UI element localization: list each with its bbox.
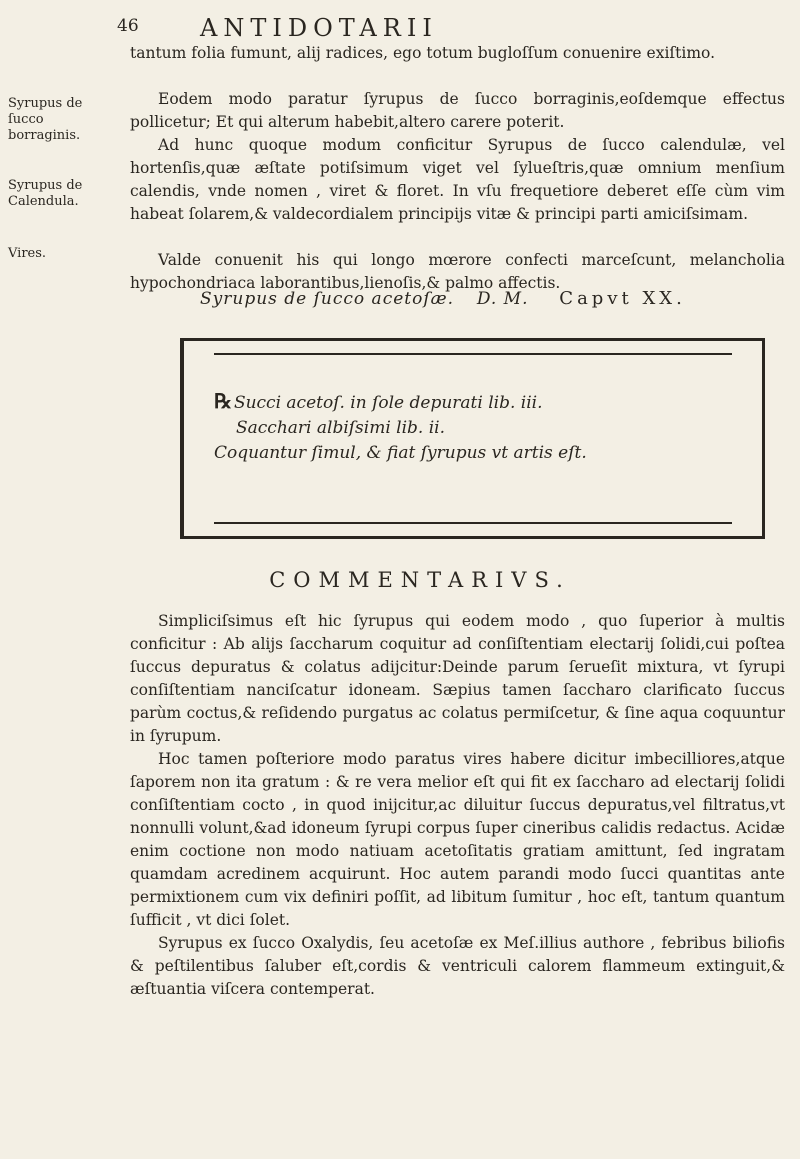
page-number: 46 bbox=[117, 16, 139, 36]
recipe-heading bbox=[200, 288, 800, 309]
running-title: ANTIDOTARII bbox=[200, 14, 438, 42]
paragraph-borrago-text: Eodem modo paratur ſyrupus de ſucco borraginis,eoſdemque effectus pollicetur; Et qui alterum habebit,altero carere poterit. bbox=[130, 90, 785, 131]
margin-note-borrago: Syrupus de ſucco borraginis. bbox=[8, 96, 83, 143]
commentary-heading: COMMENTARIVS. bbox=[269, 568, 571, 592]
paragraph-calendula bbox=[130, 134, 785, 226]
commentary-paragraph-3: Syrupus ex ſucco Oxalydis, ſeu acetoſæ ex Meſ.illius authore , febribus biliofis & peſtilentibus ſaluber eſt,cordis & ventriculi calorem flammeum extinguit,& æſtuantia viſcera contemperat. bbox=[130, 934, 785, 998]
recipe-line-2: Sacchari albiſsimi lib. ii. bbox=[236, 418, 446, 438]
paragraph-calendula-text: Ad hunc quoque modum conficitur Syrupus de ſucco calendulæ, vel hortenſis,quæ æſtate potiſsimum viget vel ſylueſtris,quæ omnium menſium calendis, vnde nomen , viret & floret. In vſu frequetiore deberet eſſe cùm vim habeat ſolarem,& valdecordialem principijs vitæ & principi parti amiciſsimam. bbox=[130, 136, 785, 223]
page-header bbox=[0, 14, 800, 40]
margin-note-vires: Vires. bbox=[8, 246, 47, 261]
recipe-line-3: Coquantur ſimul, & fiat ſyrupus vt artis eſt. bbox=[214, 443, 587, 463]
commentary-paragraph-2: Hoc tamen poſteriore modo paratus vires habere dicitur imbecilliores,atque ſaporem non ita gratum : & re vera melior eſt qui fit ex ſaccharo ad electarij ſolidi conſiſtentiam cocto , in quod inijcitur,ac diluitur ſuccus depuratus,vel filtratus,vt nonnulli volunt,&ad idoneum ſyrupi corpus ſuper cineribus calidis redactus. Acidæ enim coctione non modo natiuam acetoſitatis gratiam amittunt, ſed ingratam quamdam acredinem acquirunt. Hoc autem parandi modo ſucci quantitas ante permixtionem cum vix definiri poſſit, ad libitum ſumitur , hoc eſt, tantum quantum ſufficit , vt dici ſolet. bbox=[130, 750, 785, 929]
recipe-bottom-rule bbox=[214, 522, 732, 524]
chapter-label: Capvt XX. bbox=[559, 288, 686, 309]
intro-text: tantum folia fumunt, alij radices, ego totum bugloſſum conuenire exiſtimo. bbox=[130, 44, 716, 62]
commentary bbox=[130, 610, 785, 1001]
recipe-author: D. M. bbox=[476, 289, 529, 309]
recipe-line-1: ℞ Succi acetoſ. in ſole depurati lib. iii. bbox=[214, 389, 543, 413]
recipe-title: Syrupus de ſucco acetoſæ. bbox=[200, 289, 455, 309]
paragraph-borrago bbox=[130, 88, 785, 134]
margin-note-calendula: Syrupus de Calendula. bbox=[8, 178, 83, 209]
recipe-text bbox=[214, 389, 732, 466]
recipe-box bbox=[180, 338, 765, 539]
recipe-top-rule bbox=[214, 353, 732, 355]
recipe-symbol: ℞ bbox=[214, 389, 232, 413]
commentary-paragraph-1: Simpliciſsimus eſt hic ſyrupus qui eodem modo , quo ſuperior à multis conficitur : Ab alijs ſaccharum coquitur ad conſiſtentiam electarij ſolidi,cui poſtea ſuccus depuratus & colatus adijcitur:Deinde parum ſerueſit mixtura, vt ſyrupi conſiſtentiam nanciſcatur idoneam. Sæpius tamen ſaccharo clarificato ſuccus parùm coctus,& reſidendo purgatus ac colatus permiſcetur, & ſine aqua coquuntur in ſyrupum. bbox=[130, 612, 785, 745]
paragraph-vires-text: Valde conuenit his qui longo mœrore confecti marceſcunt, melancholia hypochondriaca laborantibus,lienoſis,& palmo affectis. bbox=[130, 251, 785, 292]
